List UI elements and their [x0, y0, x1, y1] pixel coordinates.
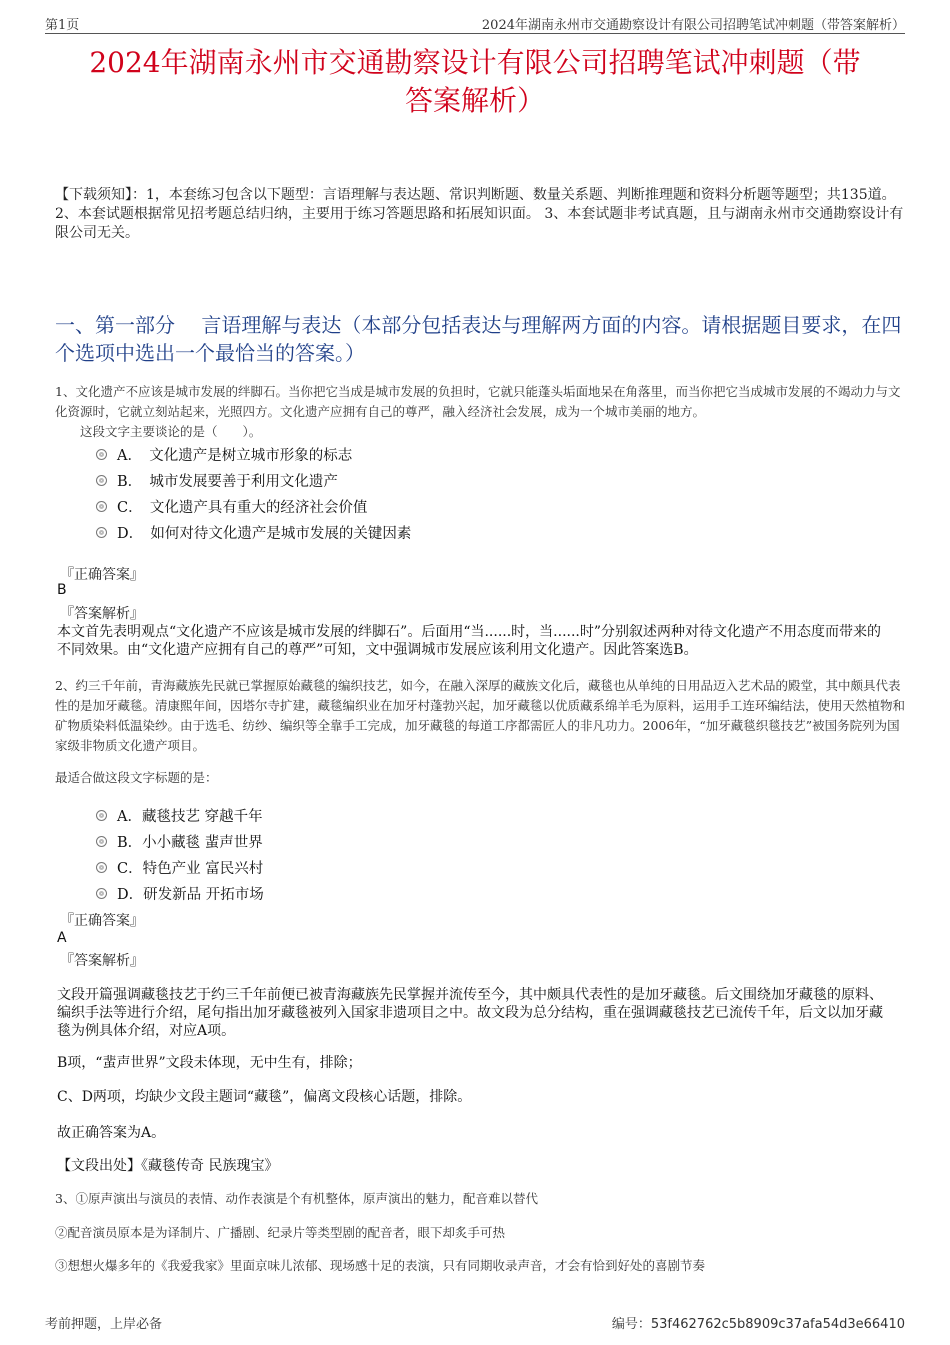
- radio-icon[interactable]: [96, 810, 107, 821]
- footer-code: [612, 1313, 905, 1332]
- download-notice: 【下载须知】：1，本套练习包含以下题型：言语理解与表达题、常识判断题、数量关系题、判断推理题和资料分析题等题型；共135道。 2、本套试题根据常见招考题总结归纳，主要用于练习答题思路和拓展知识面。 3、本套试题非考试真题，且与湖南永州市交通勘察设计有限公司无关。: [55, 187, 904, 241]
- radio-icon[interactable]: [96, 527, 107, 538]
- q1-analysis: 本文首先表明观点“文化遗产不应该是城市发展的绊脚石”。后面用“当......时，当......时”分别叙述两种对待文化遗产不用态度而带来的不同效果。由“文化遗产应拥有自己的尊严”可知，文中强调城市发展应该利用文化遗产。因此答案选B。: [57, 624, 882, 658]
- page-title-line-1: 2024年湖南永州市交通勘察设计有限公司招聘笔试冲刺题（带: [89, 46, 861, 79]
- q2-option-d[interactable]: D．研发新品 开拓市场: [96, 883, 264, 904]
- header-doc-title: 2024年湖南永州市交通勘察设计有限公司招聘笔试冲刺题（带答案解析）: [481, 18, 905, 33]
- q1-correct-label: 『正确答案』: [60, 567, 144, 583]
- page-title: [45, 44, 905, 120]
- radio-icon[interactable]: [96, 449, 107, 460]
- header-rule: [45, 33, 905, 34]
- q2-option-b[interactable]: B．小小藏毯 蜚声世界: [96, 831, 263, 852]
- q2-analysis-p4: 故正确答案为A。: [57, 1125, 166, 1141]
- section-heading: 一、第一部分 言语理解与表达（本部分包括表达与理解两方面的内容。请根据题目要求，在四个选项中选出一个最恰当的答案。）: [55, 313, 902, 365]
- q2-option-a[interactable]: A．藏毯技艺 穿越千年: [96, 805, 263, 826]
- q1-option-c[interactable]: C． 文化遗产具有重大的经济社会价值: [96, 496, 367, 517]
- q2-source: 【文段出处】《藏毯传奇 民族瑰宝》: [57, 1158, 279, 1174]
- radio-icon[interactable]: [96, 888, 107, 899]
- q3-item-2: ②配音演员原本是为译制片、广播剧、纪录片等类型剧的配音者，眼下却炙手可热: [55, 1225, 506, 1240]
- radio-icon[interactable]: [96, 501, 107, 512]
- q1-option-a[interactable]: A． 文化遗产是树立城市形象的标志: [96, 444, 352, 465]
- q2-option-c[interactable]: C．特色产业 富民兴村: [96, 857, 263, 878]
- q3-item-3: ③想想火爆多年的《我爱我家》里面京味儿浓郁、现场感十足的表演，只有同期收录声音，才会有恰到好处的喜剧节奏: [55, 1258, 706, 1273]
- footer-slogan: 考前押题，上岸必备: [45, 1317, 163, 1332]
- q2-prompt: 最适合做这段文字标题的是：: [55, 770, 218, 785]
- q2-analysis-p1: 文段开篇强调藏毯技艺于约三千年前便已被青海藏族先民掌握并流传至今，其中颇具代表性的是加牙藏毯。后文围绕加牙藏毯的原料、编织手法等进行介绍，尾句指出加牙藏毯被列入国家非遗项目之中。故文段为总分结构，重在强调藏毯技艺已流传千年，后文以加牙藏毯为例具体介绍，对应A项。: [57, 987, 883, 1039]
- q1-analysis-label: 『答案解析』: [60, 606, 144, 622]
- q1-option-d[interactable]: D． 如何对待文化遗产是城市发展的关键因素: [96, 522, 411, 543]
- q1-option-b[interactable]: B． 城市发展要善于利用文化遗产: [96, 470, 338, 491]
- radio-icon[interactable]: [96, 836, 107, 847]
- q2-answer: A: [57, 930, 67, 946]
- q2-correct-label: 『正确答案』: [60, 913, 144, 929]
- q1-prompt: 这段文字主要谈论的是（ ）。: [80, 424, 262, 439]
- radio-icon[interactable]: [96, 475, 107, 486]
- q2-analysis-p3: C、D两项，均缺少文段主题词“藏毯”，偏离文段核心话题，排除。: [57, 1089, 472, 1105]
- footer-code-value: 53f462762c5b8909c37afa54d3e66410: [650, 1317, 905, 1332]
- radio-icon[interactable]: [96, 862, 107, 873]
- q2-analysis-label: 『答案解析』: [60, 953, 144, 969]
- footer-code-label: 编号：: [611, 1317, 651, 1332]
- page-title-line-2: 答案解析）: [404, 84, 545, 117]
- q1-answer: B: [57, 582, 67, 598]
- q1-stem: 1、文化遗产不应该是城市发展的绊脚石。当你把它当成是城市发展的负担时，它就只能蓬头垢面地呆在角落里，而当你把它当成城市发展的不竭动力与文化资源时，它就立刻站起来，光照四方。文化遗产应拥有自己的尊严，融入经济社会发展，成为一个城市美丽的地方。: [55, 384, 901, 419]
- header-page-number: 第1页: [45, 18, 80, 33]
- q3-stem: 3、①原声演出与演员的表情、动作表演是个有机整体，原声演出的魅力，配音难以替代: [55, 1191, 538, 1206]
- q2-analysis-p2: B项，“蜚声世界”文段未体现，无中生有，排除；: [57, 1055, 362, 1071]
- q2-stem: 2、约三千年前，青海藏族先民就已掌握原始藏毯的编织技艺，如今，在融入深厚的藏族文化后，藏毯也从单纯的日用品迈入艺术品的殿堂，其中颇具代表性的是加牙藏毯。清康熙年间，因塔尔寺扩建，藏毯编织业在加牙村蓬勃兴起，加牙藏毯以优质藏系绵羊毛为原料，运用手工连环编结法，使用天然植物和矿物质染料低温染纱。由于选毛、纺纱、编织等全靠手工完成，加牙藏毯的每道工序都需匠人的非凡功力。2006年，“加牙藏毯织毯技艺”被国务院列为国家级非物质文化遗产项目。: [55, 678, 906, 753]
